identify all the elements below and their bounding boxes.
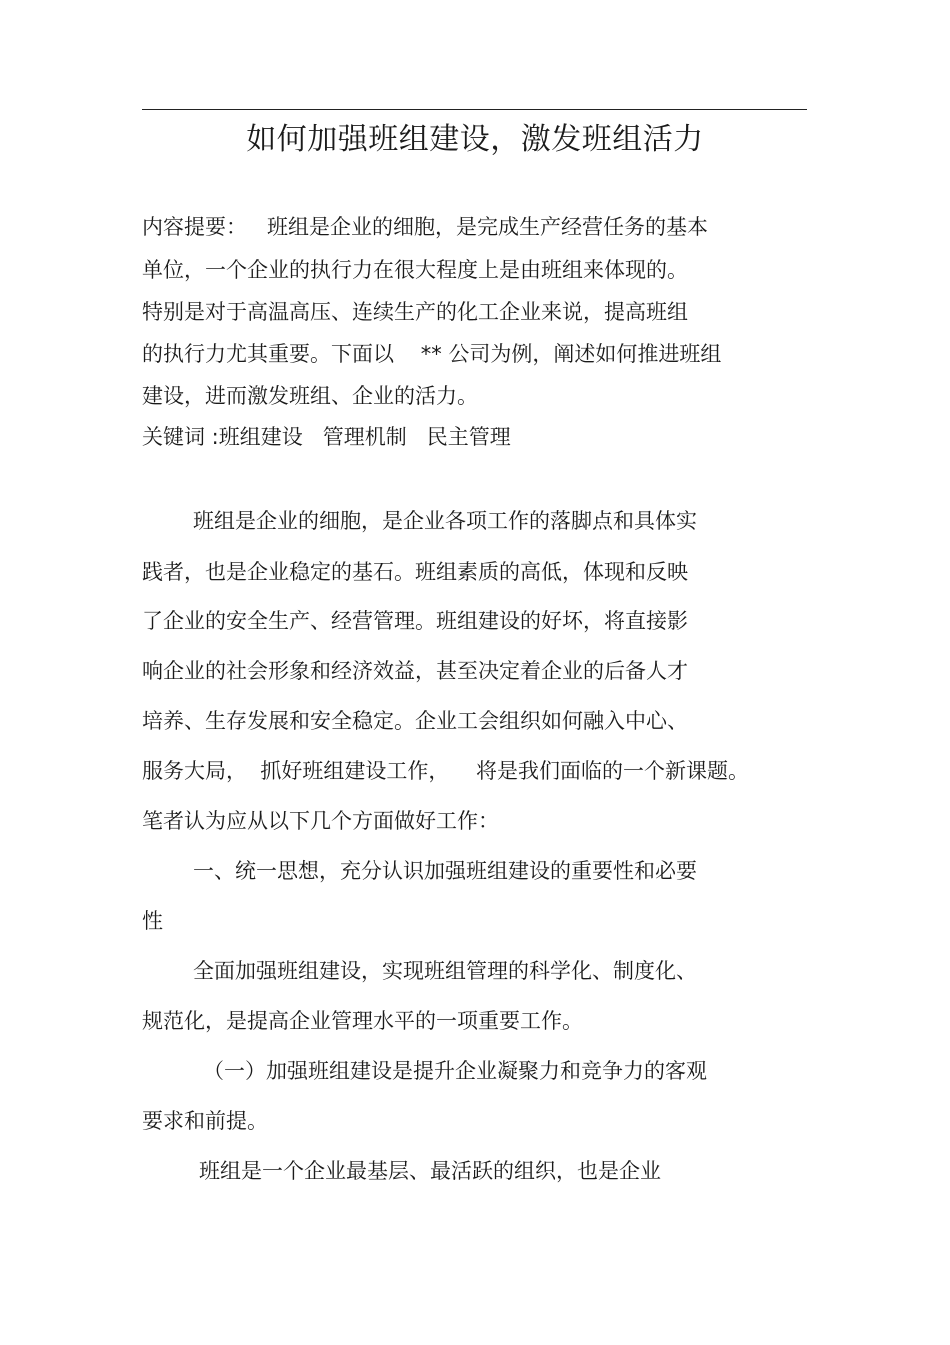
body-line-9: 规范化，是提高企业管理水平的一项重要工作。 [142,1009,583,1033]
subsection-heading-1: （一）加强班组建设是提升企业凝聚力和竞争力的客观 [203,1059,707,1083]
body-line-2: 践者，也是企业稳定的基石。班组素质的高低，体现和反映 [142,560,688,584]
abstract-line-2: 单位，一个企业的执行力在很大程度上是由班组来体现的。 [142,258,688,282]
body-line-3: 了企业的安全生产、经营管理。班组建设的好坏，将直接影 [142,609,688,633]
body-line-10: 班组是一个企业最基层、最活跃的组织，也是企业 [199,1159,661,1183]
body-line-8: 全面加强班组建设，实现班组管理的科学化、制度化、 [193,959,697,983]
body-line-4: 响企业的社会形象和经济效益，甚至决定着企业的后备人才 [142,659,688,683]
body-line-5: 培养、生存发展和安全稳定。企业工会组织如何融入中心、 [142,709,688,733]
subsection-heading-1-cont: 要求和前提。 [142,1109,268,1133]
document-title: 如何加强班组建设，激发班组活力 [246,122,704,157]
body-line-6: 服务大局， 抓好班组建设工作， 将是我们面临的一个新课题。 [142,759,750,783]
body-line-1: 班组是企业的细胞，是企业各项工作的落脚点和具体实 [193,509,697,533]
abstract-line-5: 建设，进而激发班组、企业的活力。 [142,384,478,408]
abstract-line-3: 特别是对于高温高压、连续生产的化工企业来说，提高班组 [142,300,688,324]
section-heading-1-cont: 性 [142,909,163,933]
keywords-line: 关键词 :班组建设 管理机制 民主管理 [142,425,511,449]
top-rule [142,109,807,110]
section-heading-1: 一、统一思想，充分认识加强班组建设的重要性和必要 [193,859,697,883]
abstract-line-1: 内容提要： 班组是企业的细胞，是完成生产经营任务的基本 [142,215,709,239]
body-line-7: 笔者认为应从以下几个方面做好工作： [142,809,499,833]
abstract-line-4: 的执行力尤其重要。下面以 ** 公司为例，阐述如何推进班组 [142,342,722,366]
